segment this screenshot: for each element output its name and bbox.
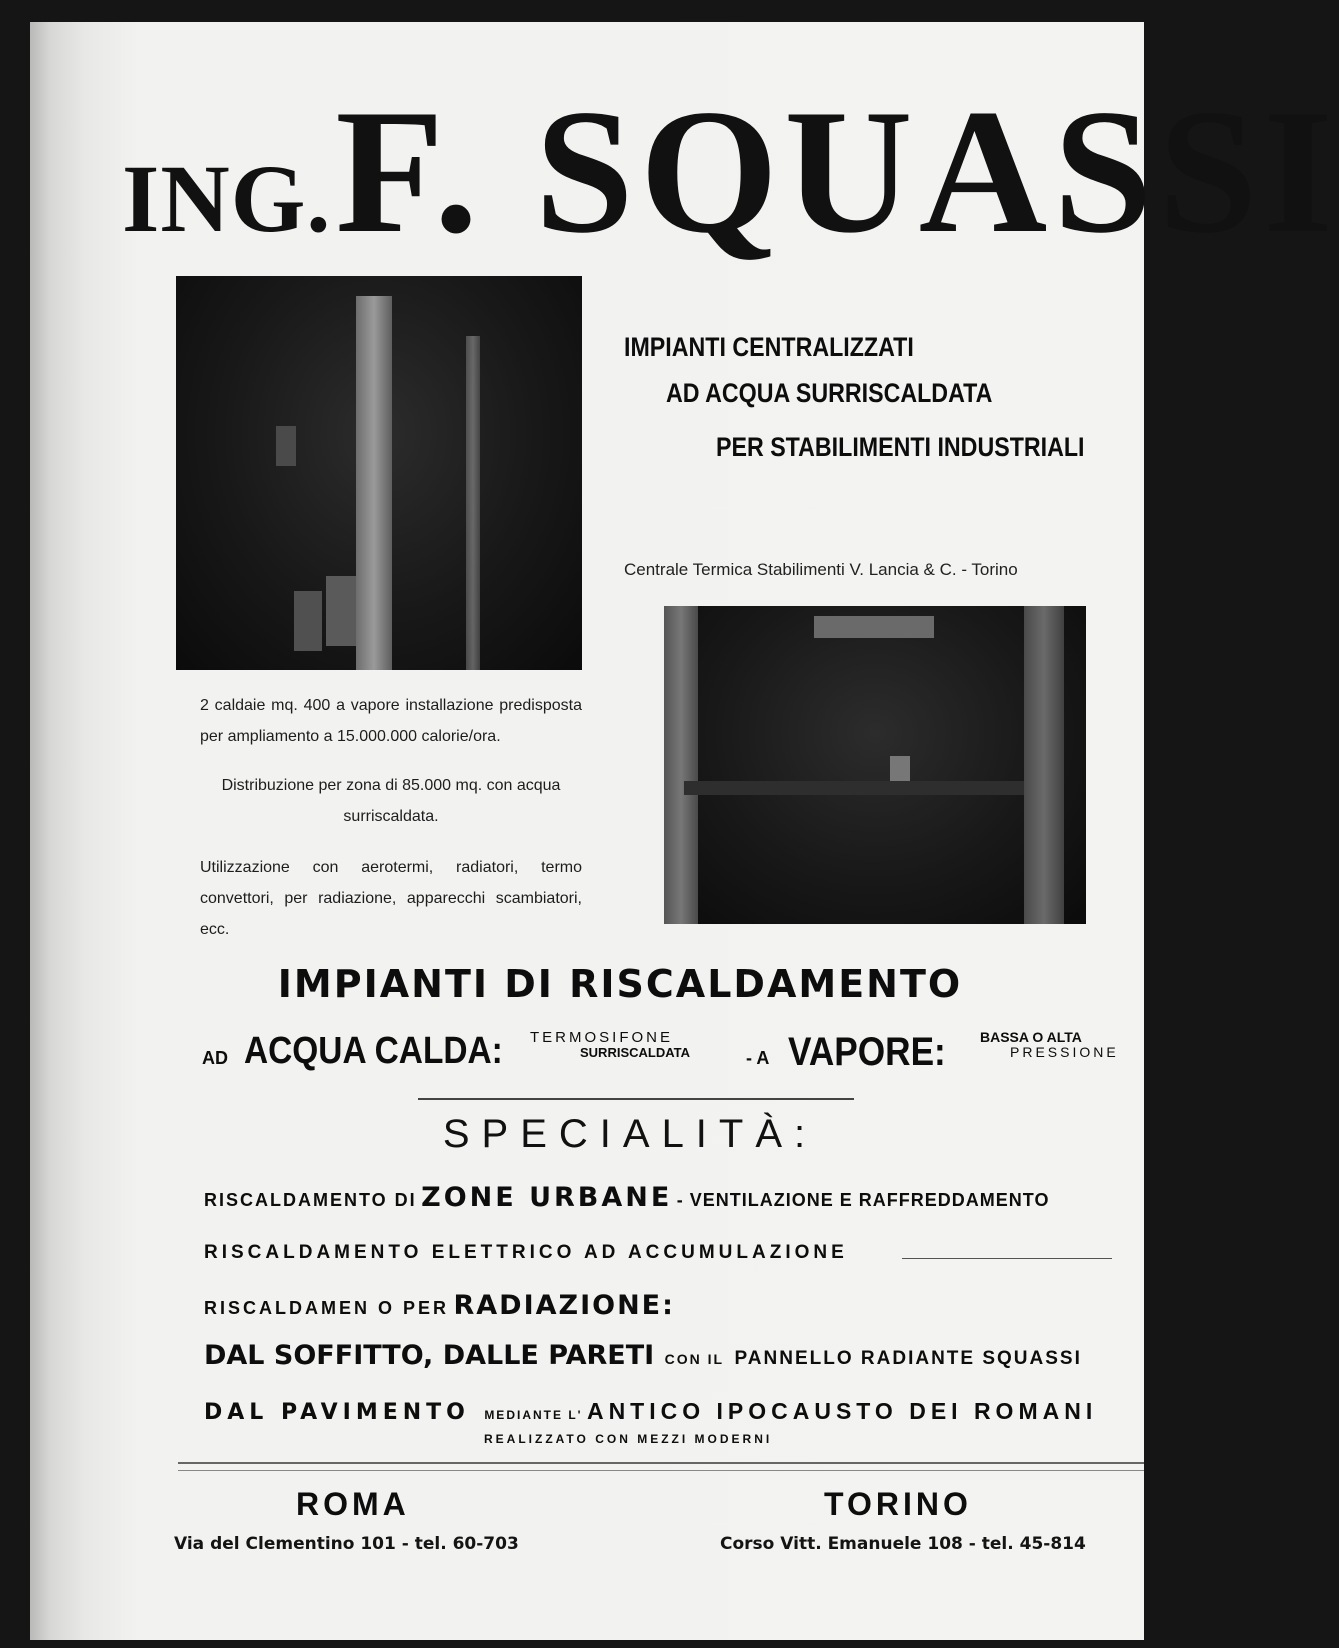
specialita-l4-b: CON IL	[664, 1351, 725, 1367]
intro-line-1: IMPIANTI CENTRALIZZATI	[624, 332, 914, 362]
heating-pressure-stack	[980, 1030, 1119, 1060]
heating-acqua: ACQUA CALDA:	[244, 1030, 503, 1072]
specialita-l3-b: RADIAZIONE:	[453, 1290, 675, 1321]
intro-line-2: AD ACQUA SURRISCALDATA	[666, 378, 993, 408]
masthead-name: F. SQUASSI	[335, 72, 1339, 270]
specialita-l5-b: MEDIANTE L'	[484, 1408, 583, 1422]
heating-pressure-bottom: PRESSIONE	[1010, 1044, 1119, 1060]
heating-vapore: VAPORE:	[788, 1030, 946, 1074]
specialita-l3-a: RISCALDAMEN O PER	[204, 1298, 450, 1318]
heating-termo-stack	[530, 1030, 690, 1060]
heating-pressure-top: BASSA O ALTA	[980, 1029, 1082, 1045]
specialita-l4-c: PANNELLO RADIANTE SQUASSI	[734, 1348, 1082, 1369]
specialita-line-3	[204, 1290, 1154, 1321]
specialita-line-2	[204, 1242, 1154, 1264]
roma-address: Via del Clementino 101 - tel. 60-703	[174, 1534, 519, 1554]
heating-dash: - A	[746, 1048, 770, 1068]
masthead	[122, 72, 1339, 270]
specialita-heading: SPECIALITÀ:	[442, 1112, 818, 1156]
offices-divider	[178, 1462, 1144, 1471]
specialita-l1-a: RISCALDAMENTO DI	[204, 1190, 417, 1210]
intro-line-3: PER STABILIMENTI INDUSTRIALI	[716, 432, 1085, 462]
specialita-line-6: REALIZZATO CON MEZZI MODERNI	[484, 1432, 773, 1446]
roma-city: ROMA	[296, 1486, 410, 1522]
boiler-room-photo	[176, 276, 582, 670]
specialita-l2-rule	[902, 1258, 1112, 1259]
heating-title: IMPIANTI DI RISCALDAMENTO	[277, 962, 963, 1006]
thermal-plant-photo	[664, 606, 1086, 924]
specialita-l4-a: DAL SOFFITTO, DALLE PARETI	[204, 1340, 655, 1371]
specialita-line-4	[204, 1340, 1154, 1371]
specialita-l2: RISCALDAMENTO ELETTRICO AD ACCUMULAZIONE	[204, 1242, 848, 1263]
specialita-line-1	[204, 1182, 1154, 1213]
description-p2: Distribuzione per zona di 85.000 mq. con acqua surriscaldata.	[221, 777, 561, 825]
heating-termo-top: TERMOSIFONE	[530, 1029, 674, 1046]
heating-ad: AD	[202, 1048, 228, 1068]
masthead-prefix: ING.	[122, 145, 332, 252]
heating-line	[202, 1022, 1119, 1082]
specialita-line-5	[204, 1398, 1154, 1425]
specialita-l5-a: DAL PAVIMENTO	[204, 1400, 470, 1425]
heating-termo-bottom: SURRISCALDATA	[580, 1045, 691, 1060]
section-divider	[418, 1098, 854, 1100]
torino-city: TORINO	[824, 1486, 972, 1522]
advertisement-page	[30, 22, 1339, 1640]
photo-caption: Centrale Termica Stabilimenti V. Lancia & C. - Torino	[624, 560, 1018, 579]
torino-address: Corso Vitt. Emanuele 108 - tel. 45-814	[720, 1534, 1086, 1554]
description-p1: 2 caldaie mq. 400 a vapore installazione predisposta per ampliamento a 15.000.000 calorie/ora.	[200, 697, 582, 745]
specialita-l5-c: ANTICO IPOCAUSTO DEI ROMANI	[586, 1398, 1098, 1424]
description-p3: Utilizzazione con aerotermi, radiatori, termo convettori, per radiazione, apparecchi scambiatori, ecc.	[200, 859, 582, 938]
specialita-l1-c: - VENTILAZIONE E RAFFREDDAMENTO	[676, 1190, 1050, 1210]
specialita-l1-b: ZONE URBANE	[421, 1182, 673, 1213]
